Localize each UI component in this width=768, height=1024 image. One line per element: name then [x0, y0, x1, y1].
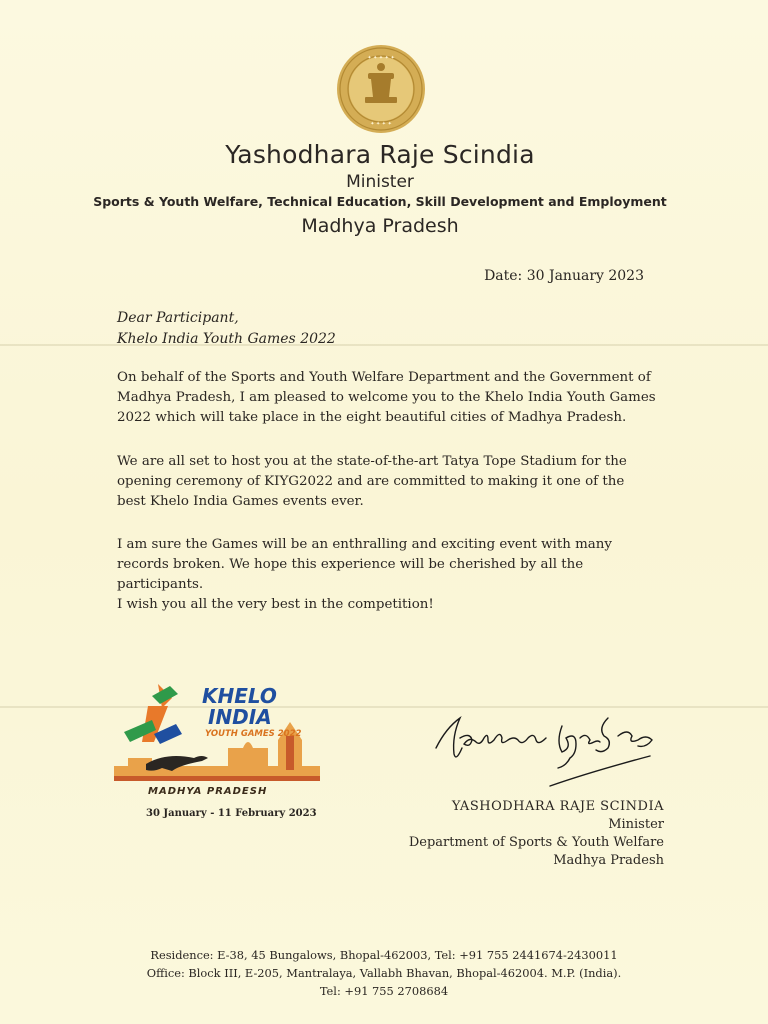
- paper-fold-line: [0, 344, 768, 346]
- svg-text:✦ ✦ ✦ ✦ ✦: ✦ ✦ ✦ ✦ ✦: [367, 55, 395, 61]
- body-paragraph: I wish you all the very best in the competition!: [117, 597, 434, 612]
- logo-region: MADHYA PRADESH: [148, 786, 268, 797]
- footer-residence: Residence: E-38, 45 Bungalows, Bhopal-462003, Tel: +91 755 2441674-2430011: [150, 948, 618, 962]
- signatory-department: Department of Sports & Youth Welfare: [408, 835, 664, 850]
- state-name: Madhya Pradesh: [301, 215, 459, 237]
- minister-name: Yashodhara Raje Scindia: [225, 140, 535, 169]
- logo-word-india: INDIA: [208, 705, 272, 729]
- footer-office: Office: Block III, E-205, Mantralaya, Vallabh Bhavan, Bhopal-462004. M.P. (India).: [146, 966, 622, 980]
- signatory-block: [409, 798, 664, 870]
- body-paragraph: I am sure the Games will be an enthralling and exciting event with many records broken. We hope this experience will be cherished by all the participants.: [117, 537, 612, 592]
- state-emblem-icon: [335, 43, 427, 135]
- signatory-name: YASHODHARA RAJE SCINDIA: [451, 799, 664, 814]
- logo-word-khelo: KHELO: [202, 684, 277, 708]
- minister-portfolio: Sports & Youth Welfare, Technical Education, Skill Development and Employment: [93, 194, 667, 209]
- salutation-subject: Khelo India Youth Games 2022: [117, 331, 336, 347]
- body-paragraph: On behalf of the Sports and Youth Welfare Department and the Government of Madhya Pradesh, I am pleased to welcome you to the Khelo India Youth Games 2022 which will take place in the eight beautiful cities of Madhya Pradesh.: [117, 370, 656, 425]
- logo-subtitle: YOUTH GAMES 2022: [205, 729, 302, 739]
- games-dates: 30 January - 11 February 2023: [146, 808, 317, 819]
- svg-text:✦ ✦ ✦ ✦: ✦ ✦ ✦ ✦: [370, 121, 392, 127]
- salutation: [117, 308, 336, 350]
- signatory-title: Minister: [608, 817, 664, 832]
- footer-tel: Tel: +91 755 2708684: [319, 984, 449, 998]
- body-paragraph: We are all set to host you at the state-of-the-art Tatya Tope Stadium for the opening ceremony of KIYG2022 and are committed to making it one of the best Khelo India Games events ever.: [117, 454, 627, 509]
- salutation-line: Dear Participant,: [117, 310, 239, 326]
- handwritten-signature-icon: [430, 698, 670, 793]
- letter-date: Date: 30 January 2023: [484, 268, 644, 284]
- minister-title: Minister: [346, 172, 414, 192]
- signatory-state: Madhya Pradesh: [553, 853, 664, 868]
